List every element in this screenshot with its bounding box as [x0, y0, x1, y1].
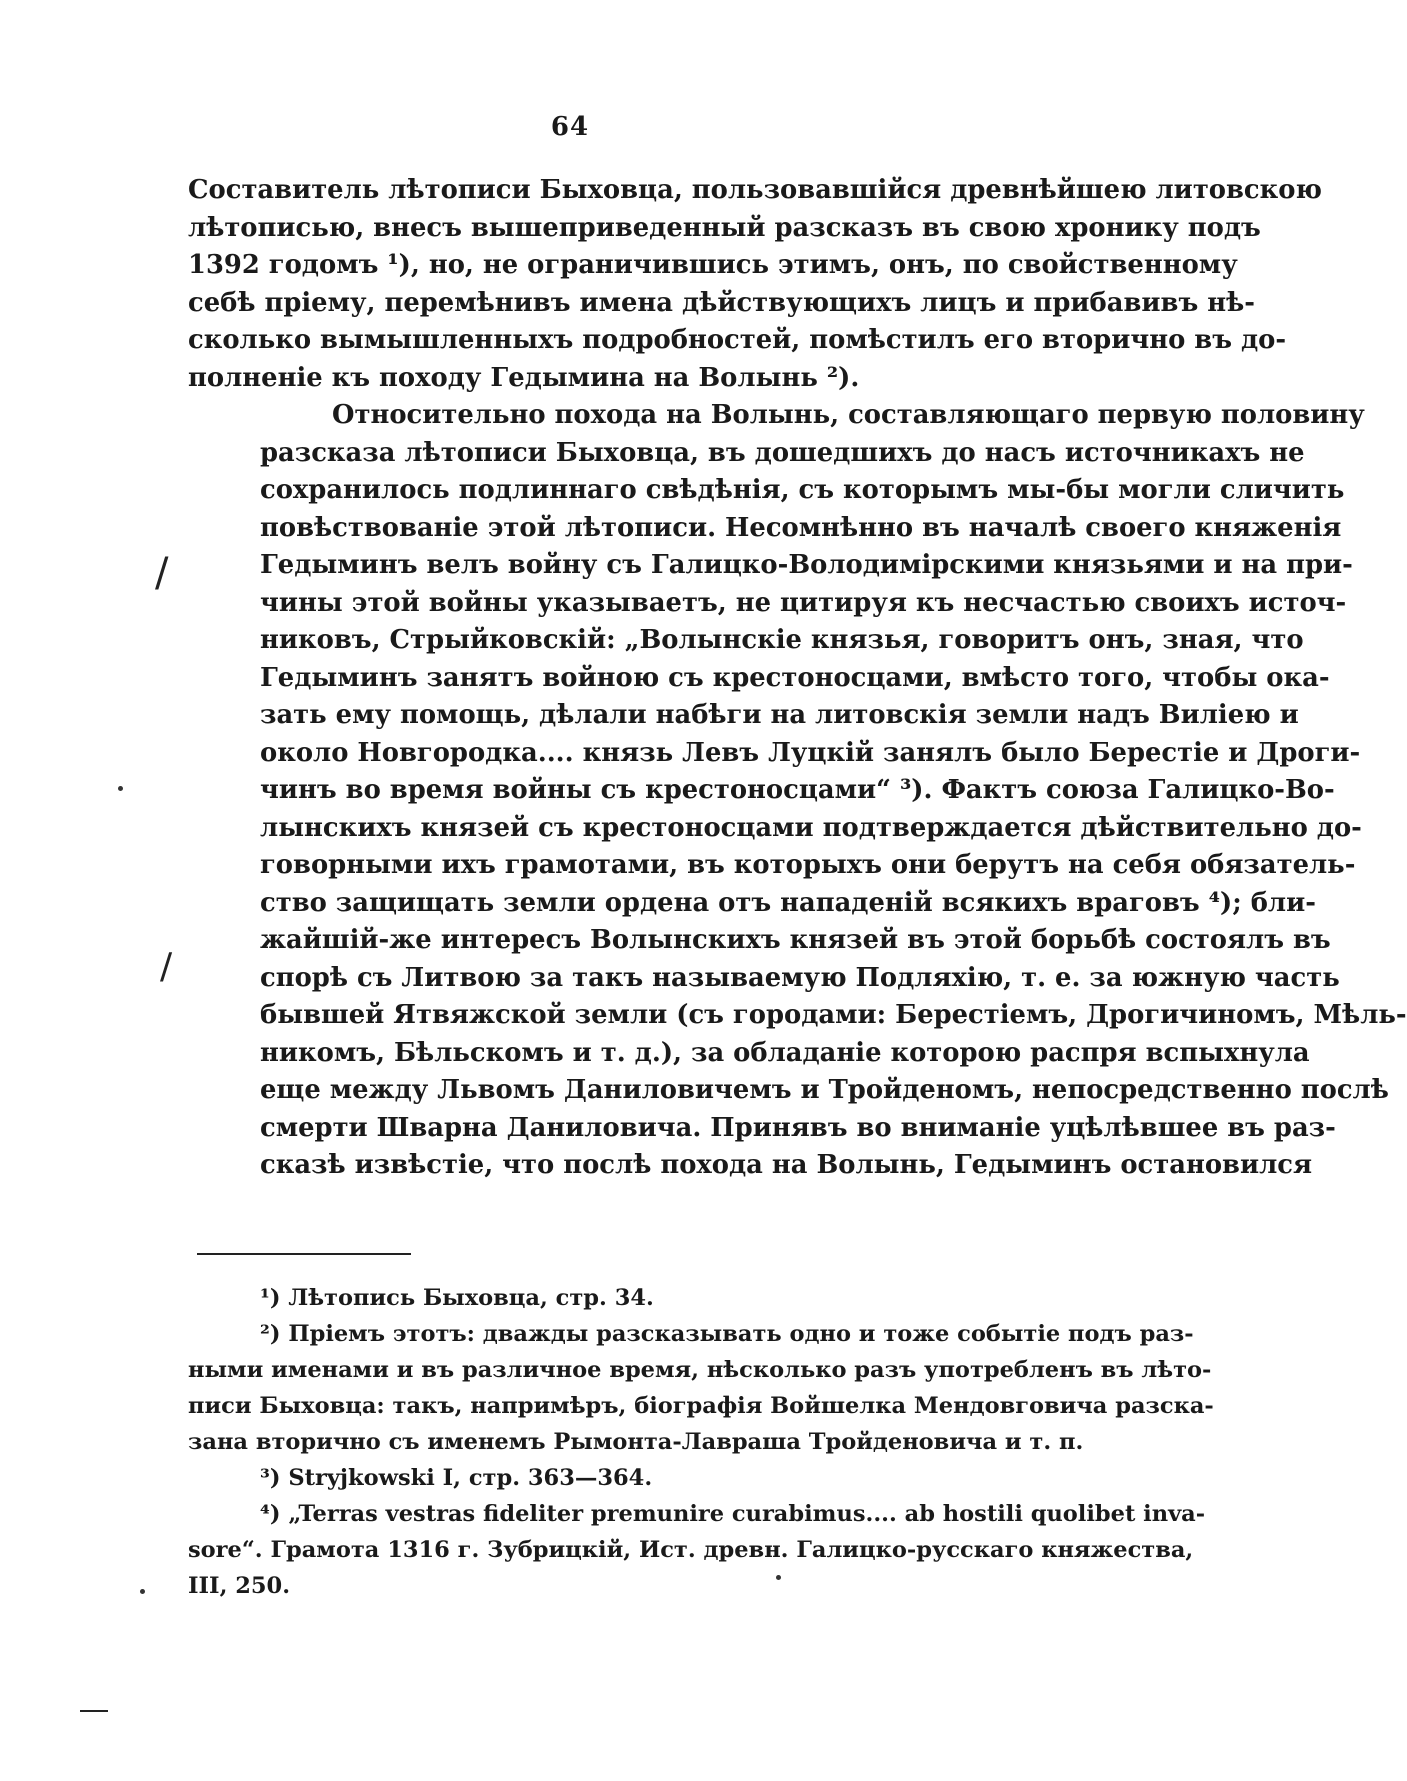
footnote-line: sore“. Грамота 1316 г. Зубрицкій, Ист. древн. Галицко-русскаго княжества, [188, 1537, 1194, 1563]
text-line: говорными ихъ грамотами, въ которыхъ они берутъ на себя обязатель- [260, 850, 1356, 880]
text-line: Гедыминъ занятъ войною съ крестоносцами, вмѣсто того, чтобы ока- [260, 662, 1330, 693]
text-line: спорѣ съ Литвою за такъ называемую Подляхію, т. е. за южную часть [260, 962, 1340, 993]
footnote-2 [188, 1316, 1214, 1460]
footnote-1 [188, 1280, 1100, 1316]
page-number: 64 [550, 112, 590, 142]
margin-check-mark: / [160, 946, 173, 987]
footnote-line: зана вторично съ именемъ Рымонта-Лавраша Тройденовича и т. п. [188, 1429, 1084, 1455]
footnote-line: ⁴) „Terras vestras fideliter premunire curabimus.... ab hostili quolibet inva- [260, 1501, 1206, 1527]
scan-mark [80, 1710, 108, 1712]
text-line: около Новгородка.... князь Левъ Луцкій занялъ было Берестіе и Дроги- [260, 737, 1361, 768]
text-line: смерти Шварна Даниловича. Принявъ во вниманіе уцѣлѣвшее въ раз- [260, 1112, 1336, 1143]
text-line: никомъ, Бѣльскомъ и т. д.), за обладаніе которою распря вспыхнула [260, 1037, 1310, 1068]
text-line: Относительно похода на Волынь, составляющаго первую половину [332, 400, 1365, 430]
text-line: лѣтописью, внесъ вышеприведенный разсказъ въ свою хронику подъ [188, 212, 1261, 243]
text-line: еще между Львомъ Даниловичемъ и Тройденомъ, непосредственно послѣ [260, 1075, 1389, 1105]
footnote-line: ²) Пріемъ этотъ: дважды разсказывать одно и тоже событіе подъ раз- [260, 1321, 1194, 1347]
footnote-4 [188, 1496, 1206, 1604]
footnote-line: ³) Stryjkowski I, стр. 363—364. [260, 1465, 653, 1491]
paragraph-1 [188, 172, 1322, 397]
text-line: лынскихъ князей съ крестоносцами подтверждается дѣйствительно до- [260, 812, 1362, 843]
text-line: жайшій-же интересъ Волынскихъ князей въ этой борьбѣ состоялъ въ [260, 925, 1331, 955]
footnote-line: ¹) Лѣтопись Быховца, стр. 34. [260, 1285, 654, 1311]
footnote-line: ными именами и въ различное время, нѣсколько разъ употребленъ въ лѣто- [188, 1357, 1212, 1383]
text-line: Гедыминъ велъ войну съ Галицко-Володимірскими князьями и на при- [260, 550, 1353, 580]
text-line: никовъ, Стрыйковскій: „Волынскіе князья, говоритъ онъ, зная, что [260, 625, 1304, 655]
text-line: зать ему помощь, дѣлали набѣги на литовскія земли надъ Виліею и [260, 700, 1299, 730]
text-line: повѣствованіе этой лѣтописи. Несомнѣнно въ началѣ своего княженія [260, 512, 1342, 543]
footnote-line: писи Быховца: такъ, напримѣръ, біографія Войшелка Мендовговича разска- [188, 1393, 1214, 1419]
text-line: сказѣ извѣстіе, что послѣ похода на Волынь, Гедыминъ остановился [260, 1150, 1313, 1180]
paragraph-2 [188, 397, 1407, 1185]
margin-check-mark: / [155, 550, 169, 596]
text-line: разсказа лѣтописи Быховца, въ дошедшихъ до насъ источникахъ не [260, 437, 1305, 468]
text-line: себѣ пріему, перемѣнивъ имена дѣйствующихъ лицъ и прибавивъ нѣ- [188, 287, 1255, 318]
text-line: чинъ во время войны съ крестоносцами“ ³). Фактъ союза Галицко-Во- [260, 775, 1335, 805]
main-text [188, 172, 1407, 1185]
scan-speck [776, 1575, 781, 1580]
text-line: Составитель лѣтописи Быховца, пользовавшійся древнѣйшею литовскою [188, 175, 1322, 205]
text-line: чины этой войны указываетъ, не цитируя къ несчастью своихъ источ- [260, 587, 1347, 618]
footnote-3 [188, 1460, 1100, 1496]
text-line: сколько вымышленныхъ подробностей, помѣстилъ его вторично въ до- [188, 325, 1287, 355]
scan-speck [118, 786, 123, 791]
text-line: 1392 годомъ ¹), но, не ограничившись этимъ, онъ, по свойственному [188, 250, 1238, 280]
text-line: ство защищать земли ордена отъ нападеній всякихъ враговъ ⁴); бли- [260, 887, 1316, 918]
text-line: бывшей Ятвяжской земли (съ городами: Берестіемъ, Дрогичиномъ, Мѣль- [260, 1000, 1407, 1030]
footnote-divider [197, 1253, 411, 1255]
text-line: полненіе къ походу Гедымина на Волынь ²). [188, 362, 860, 393]
footnotes [188, 1280, 1214, 1604]
scan-speck [140, 1589, 145, 1594]
footnote-line: III, 250. [188, 1573, 291, 1599]
text-line: сохранилось подлиннаго свѣдѣнія, съ которымъ мы-бы могли сличить [260, 475, 1345, 505]
